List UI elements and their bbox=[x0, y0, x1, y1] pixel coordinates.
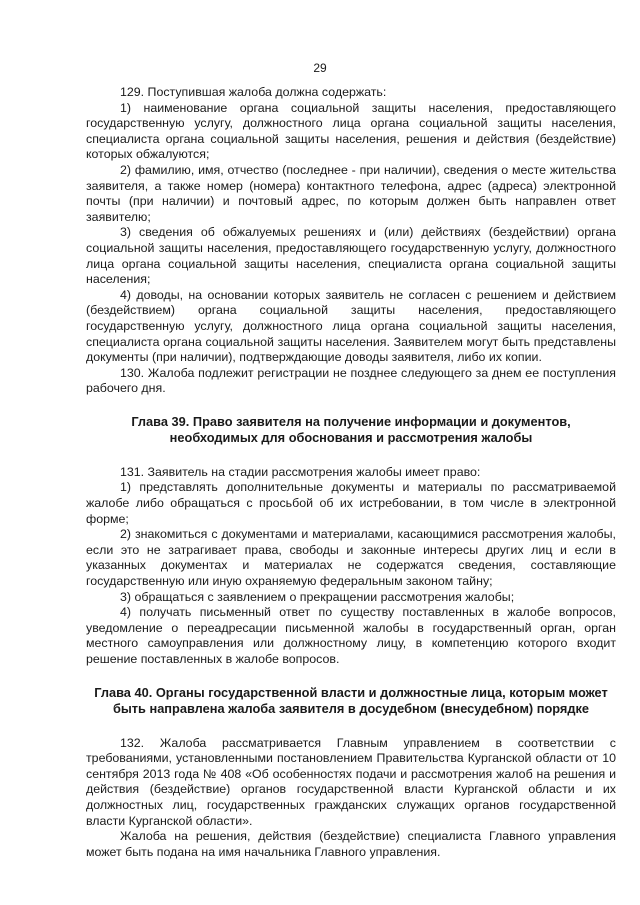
spacer bbox=[86, 668, 616, 685]
page-number: 29 bbox=[313, 61, 327, 75]
section-132-paragraph-2: Жалоба на решения, действия (бездействие) специалиста Главного управления может быть подана на имя начальника Главного управления. bbox=[86, 829, 616, 859]
chapter-40-heading bbox=[86, 685, 616, 717]
spacer bbox=[86, 397, 616, 414]
chapter-39-heading bbox=[86, 414, 616, 446]
chapter-40-title-line-1: Глава 40. Органы государственной власти и должностные лица, которым может bbox=[94, 684, 608, 700]
chapter-39-title-line-2: необходимых для обоснования и рассмотрения жалобы bbox=[169, 429, 533, 445]
section-131-item-3: 3) обращаться с заявлением о прекращении рассмотрения жалобы; bbox=[120, 589, 515, 604]
section-130: 130. Жалоба подлежит регистрации не позднее следующего за днем ее поступления рабочего дня. bbox=[86, 365, 616, 396]
section-129-item-4: 4) доводы, на основании которых заявитель не согласен с решением и действием (бездействием) органа социальной защиты населения, предоставляющего государственную услугу, должностного лица органа социальной защиты населения, специалиста органа социальной защиты населения. Заявителем могут быть представлены документы (при наличии), подтверждающие доводы заявителя, либо их копии. bbox=[86, 287, 616, 365]
spacer bbox=[86, 446, 616, 465]
section-129-item-1: 1) наименование органа социальной защиты населения, предоставляющего государственную услугу, должностного лица органа социальной защиты населения, специалиста органа социальной защиты населения, решения и действия (бездействие) которых обжалуются; bbox=[86, 100, 616, 162]
chapter-39-title-line-1: Глава 39. Право заявителя на получение информации и документов, bbox=[131, 413, 571, 429]
spacer bbox=[86, 717, 616, 736]
section-131-item-4: 4) получать письменный ответ по существу поставленных в жалобе вопросов, уведомление о переадресации письменной жалобы в государственный орган, орган местного самоуправления или должностному лицу, в компетенцию которого входит решение поставленных в жалобе вопросов. bbox=[86, 605, 616, 666]
section-132-paragraph-1: 132. Жалоба рассматривается Главным управлением в соответствии с требованиями, установленными постановлением Правительства Курганской области от 10 сентября 2013 года № 408 «Об особенностях подачи и рассмотрения жалоб на решения и действия (бездействие) органов государственной власти Курганской области и их должностных лиц, государственных гражданских служащих органов государственной власти Курганской области». bbox=[86, 735, 616, 828]
section-131-item-1: 1) представлять дополнительные документы и материалы по рассматриваемой жалобе либо обращаться с просьбой об их истребовании, в том числе в электронной форме; bbox=[86, 480, 616, 526]
section-129-intro: 129. Поступившая жалоба должна содержать: bbox=[120, 85, 387, 99]
document-body bbox=[86, 85, 616, 860]
section-129-item-3: 3) сведения об обжалуемых решениях и (или) действиях (бездействии) органа социальной защиты населения, предоставляющего государственную услугу, должностного лица органа социальной защиты населения, специалиста органа социальной защиты населения; bbox=[86, 225, 616, 287]
section-131-intro: 131. Заявитель на стадии рассмотрения жалобы имеет право: bbox=[120, 464, 481, 479]
section-131-item-2: 2) знакомиться с документами и материалами, касающимися рассмотрения жалобы, если это не затрагивает права, свободы и законные интересы других лиц и если в указанных документах и материалах не содержатся сведения, составляющие государственную или иную охраняемую федеральным законом тайну; bbox=[86, 527, 616, 589]
chapter-40-title-line-2: быть направлена жалоба заявителя в досудебном (внесудебном) порядке bbox=[112, 700, 590, 716]
section-129-item-2: 2) фамилию, имя, отчество (последнее - при наличии), сведения о месте жительства заявителя, а также номер (номера) контактного телефона, адрес (адреса) электронной почты (при наличии) и почтовый адрес, по которым должен быть направлен ответ заявителю; bbox=[86, 162, 616, 224]
